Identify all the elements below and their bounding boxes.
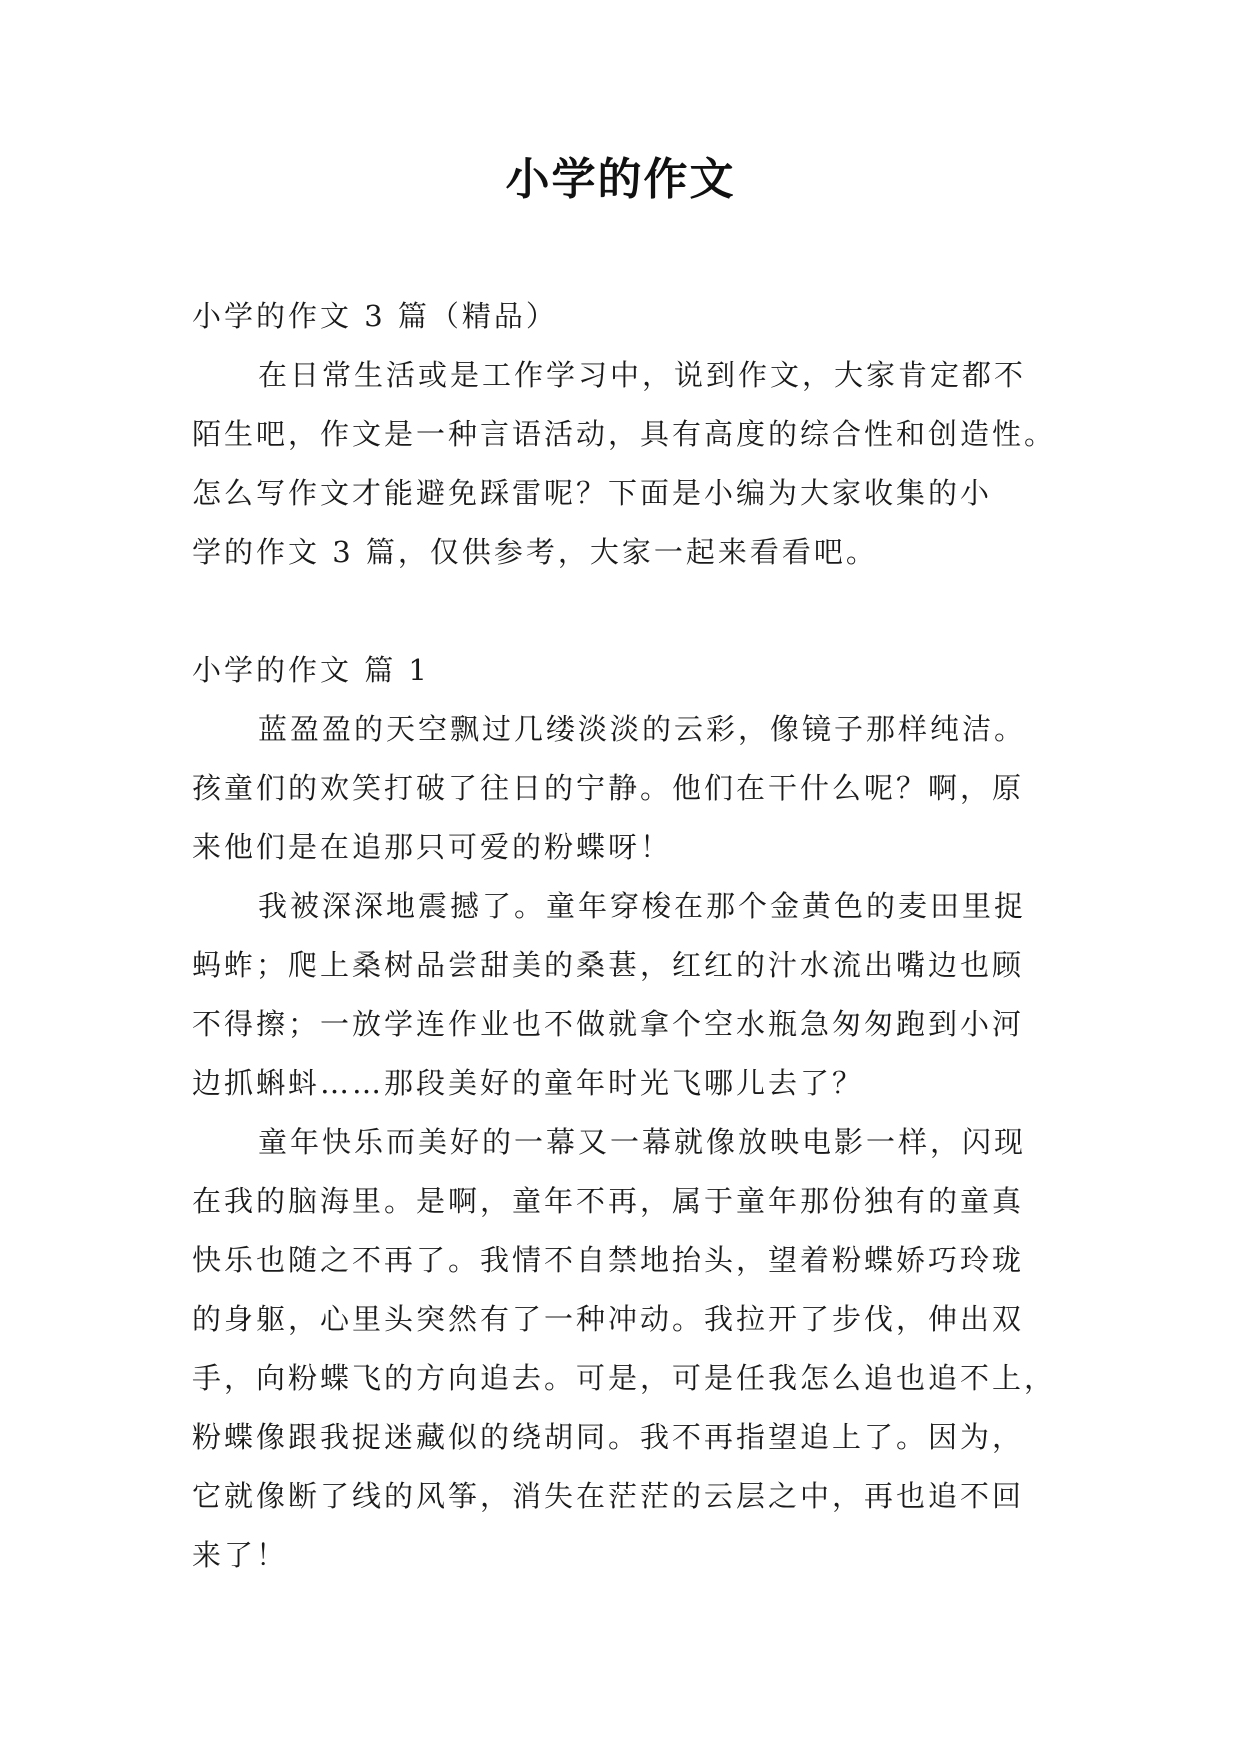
document-body (192, 287, 1057, 1585)
section1-paragraph-3 (192, 1113, 1057, 1585)
intro-line: 学的作文 3 篇，仅供参考，大家一起来看看吧。 (192, 535, 878, 569)
paragraph-line: 边抓蝌蚪……那段美好的童年时光飞哪儿去了？ (192, 1066, 865, 1100)
paragraph-line: 童年快乐而美好的一幕又一幕就像放映电影一样，闪现 (258, 1125, 1027, 1159)
paragraph-line: 孩童们的欢笑打破了往日的宁静。他们在干什么呢？啊，原 (192, 771, 1025, 805)
section-heading: 小学的作文 篇 1 (192, 653, 430, 687)
intro-line: 陌生吧，作文是一种言语活动，具有高度的综合性和创造性。 (192, 417, 1057, 451)
subtitle: 小学的作文 3 篇（精品） (192, 299, 558, 333)
paragraph-line: 它就像断了线的风筝，消失在茫茫的云层之中，再也追不回 (192, 1479, 1025, 1513)
intro-paragraph (192, 346, 1057, 582)
intro-line: 在日常生活或是工作学习中，说到作文，大家肯定都不 (258, 358, 1027, 392)
paragraph-line: 快乐也随之不再了。我情不自禁地抬头，望着粉蝶娇巧玲珑 (192, 1243, 1025, 1277)
paragraph-line: 粉蝶像跟我捉迷藏似的绕胡同。我不再指望追上了。因为， (192, 1420, 1025, 1454)
section1-paragraph-2 (192, 877, 1052, 1113)
paragraph-gap (192, 582, 1052, 641)
paragraph-line: 来了！ (192, 1538, 289, 1572)
paragraph-line: 不得擦；一放学连作业也不做就拿个空水瓶急匆匆跑到小河 (192, 1007, 1025, 1041)
paragraph-line: 我被深深地震撼了。童年穿梭在那个金黄色的麦田里捉 (258, 889, 1027, 923)
paragraph-line: 来他们是在追那只可爱的粉蝶呀！ (192, 830, 673, 864)
document-title: 小学的作文 (505, 154, 736, 205)
paragraph-line: 蓝盈盈的天空飘过几缕淡淡的云彩，像镜子那样纯洁。 (258, 712, 1027, 746)
paragraph-line: 手，向粉蝶飞的方向追去。可是，可是任我怎么追也追不上， (192, 1361, 1057, 1395)
section1-paragraph-1 (192, 700, 1052, 877)
paragraph-line: 在我的脑海里。是啊，童年不再，属于童年那份独有的童真 (192, 1184, 1025, 1218)
intro-line: 怎么写作文才能避免踩雷呢？下面是小编为大家收集的小 (192, 476, 993, 510)
paragraph-line: 蚂蚱；爬上桑树品尝甜美的桑葚，红红的汁水流出嘴边也顾 (192, 948, 1025, 982)
paragraph-line: 的身躯，心里头突然有了一种冲动。我拉开了步伐，伸出双 (192, 1302, 1025, 1336)
